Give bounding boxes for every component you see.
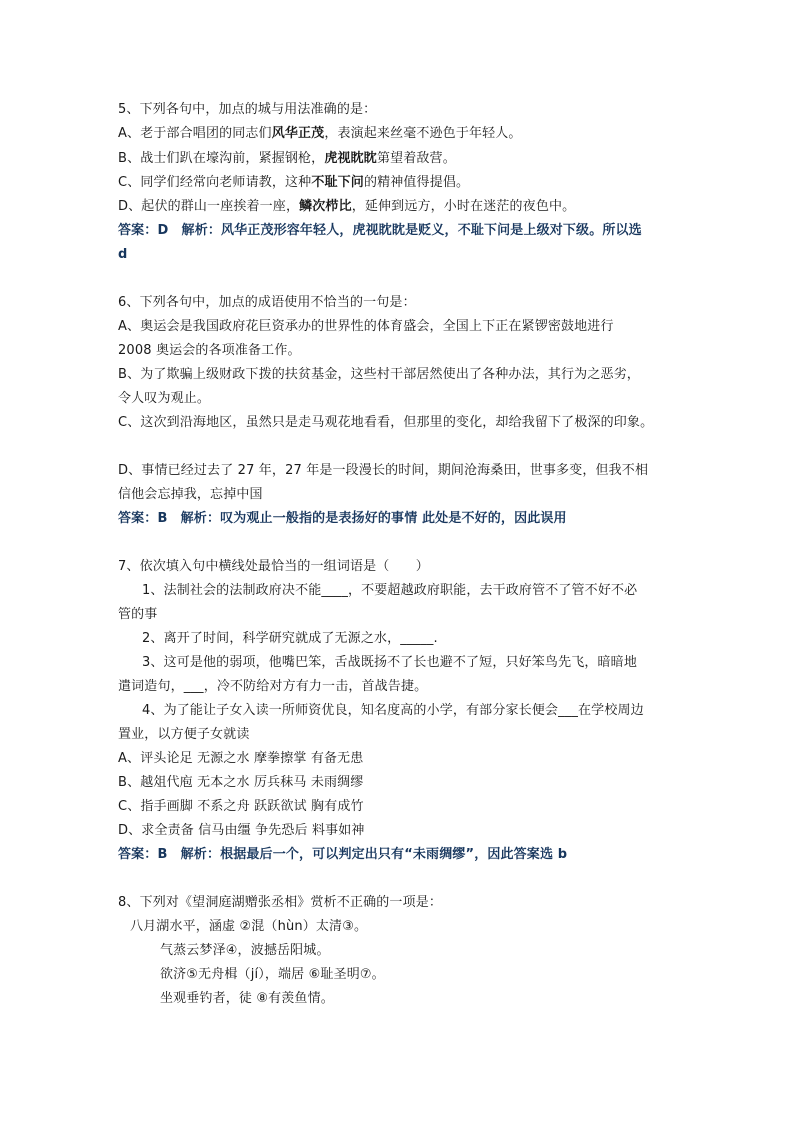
q7-sentence-3-cont: 遣词造句，___，冷不防给对方有力一击，首战告捷。 [118, 679, 428, 694]
q5-option-b [118, 150, 456, 168]
q5-option-b-idiom: 虎视眈眈 [324, 151, 377, 166]
q7-option-b: B、越俎代庖 无本之水 厉兵秣马 未雨绸缪 [118, 775, 364, 790]
q7-option-a: A、评头论足 无源之水 摩拳擦掌 有备无患 [118, 751, 364, 766]
q7-sentence-3: 3、这可是他的弱项，他嘴巴笨，舌战既扬不了长也避不了短，只好笨鸟先飞，暗暗地 [142, 655, 637, 670]
q6-option-b-cont: 令人叹为观止。 [118, 391, 211, 406]
q7-sentence-2: 2、离开了时间，科学研究就成了无源之水，_____. [142, 631, 438, 646]
q5-option-d [118, 198, 575, 216]
q5-option-a-text: A、老于部合唱团的同志们 [118, 126, 272, 141]
q8-stem: 8、下列对《望洞庭湖赠张丞相》赏析不正确的一项是： [118, 895, 443, 910]
q6-option-d: D、事情已经过去了 27 年，27 年是一段漫长的时间，期间沧海桑田，世事多变，但我不相 [118, 463, 649, 478]
poem-line-4: 坐观垂钓者，徒 ⑧有羡鱼情。 [160, 991, 334, 1006]
q5-option-c-idiom: 不耻下问 [311, 175, 364, 190]
q5-option-b-rest: 第望着敌营。 [376, 151, 456, 166]
q5-option-d-text: D、起伏的群山一座挨着一座， [118, 199, 300, 214]
poem-line-3: 欲济⑤无舟楫（jí），端居 ⑥耻圣明⑦。 [160, 967, 385, 982]
poem-line-1: 八月湖水平，涵虚 ②混（hùn）太清③。 [130, 919, 368, 934]
q5-option-c [118, 174, 469, 192]
q5-option-a [118, 125, 522, 143]
q7-sentence-1: 1、法制社会的法制政府决不能____，不要超越政府职能，去干政府管不了管不好不必 [142, 583, 638, 598]
q7-answer: 答案：B 解析：根据最后一个，可以判定出只有“未雨绸缪”，因此答案选 b [118, 847, 568, 862]
q5-option-d-rest: ，延伸到远方，小时在迷茫的夜色中。 [351, 199, 576, 214]
q5-option-d-idiom: 鳞次栉比 [299, 199, 352, 214]
q5-option-c-text: C、同学们经常向老师请教，这种 [118, 175, 312, 190]
q6-option-d-cont: 信他会忘掉我，忘掉中国 [118, 487, 263, 502]
q6-option-c: C、这次到沿海地区，虽然只是走马观花地看看，但那里的变化，却给我留下了极深的印象。 [118, 415, 654, 430]
q5-option-c-rest: 的精神值得提倡。 [363, 175, 470, 190]
q7-sentence-4-cont: 置业，以方便子女就读 [118, 727, 250, 742]
poem-line-2: 气蒸云梦泽④，波撼岳阳城。 [160, 943, 330, 958]
q7-sentence-1-cont: 管的事 [118, 607, 158, 622]
q7-option-c: C、指手画脚 不系之舟 跃跃欲试 胸有成竹 [118, 799, 364, 814]
q6-option-a-cont: 2008 奥运会的各项准备工作。 [118, 343, 301, 358]
q5-answer: 答案：D 解析：风华正茂形容年轻人，虎视眈眈是贬义，不耻下问是上级对下级。所以选 [118, 223, 642, 238]
q5-option-a-idiom: 风华正茂 [271, 126, 325, 141]
q5-option-a-rest: ，表演起来丝毫不逊色于年轻人。 [324, 126, 522, 141]
q7-option-d: D、求全责备 信马由缰 争先恐后 料事如神 [118, 823, 365, 838]
q7-stem: 7、依次填入句中横线处最恰当的一组词语是（ ） [118, 559, 429, 574]
q5-stem: 5、下列各句中，加点的城与用法准确的是： [118, 102, 377, 117]
q5-answer-cont: d [118, 247, 128, 262]
q6-option-b: B、为了欺骗上级财政下拨的扶贫基金，这些村干部居然使出了各种办法，其行为之恶劣， [118, 367, 640, 382]
q6-stem: 6、下列各句中，加点的成语使用不恰当的一句是： [118, 295, 416, 310]
q7-sentence-4: 4、为了能让子女入读一所师资优良，知名度高的小学，有部分家长便会___在学校周边 [142, 703, 644, 718]
q6-answer: 答案：B 解析：叹为观止一般指的是表扬好的事情 此处是不好的，因此误用 [118, 511, 567, 526]
q5-option-b-text: B、战士们趴在壕沟前，紧握钢枪， [118, 151, 325, 166]
q6-option-a: A、奥运会是我国政府花巨资承办的世界性的体育盛会，全国上下正在紧锣密鼓地进行 [118, 319, 614, 334]
